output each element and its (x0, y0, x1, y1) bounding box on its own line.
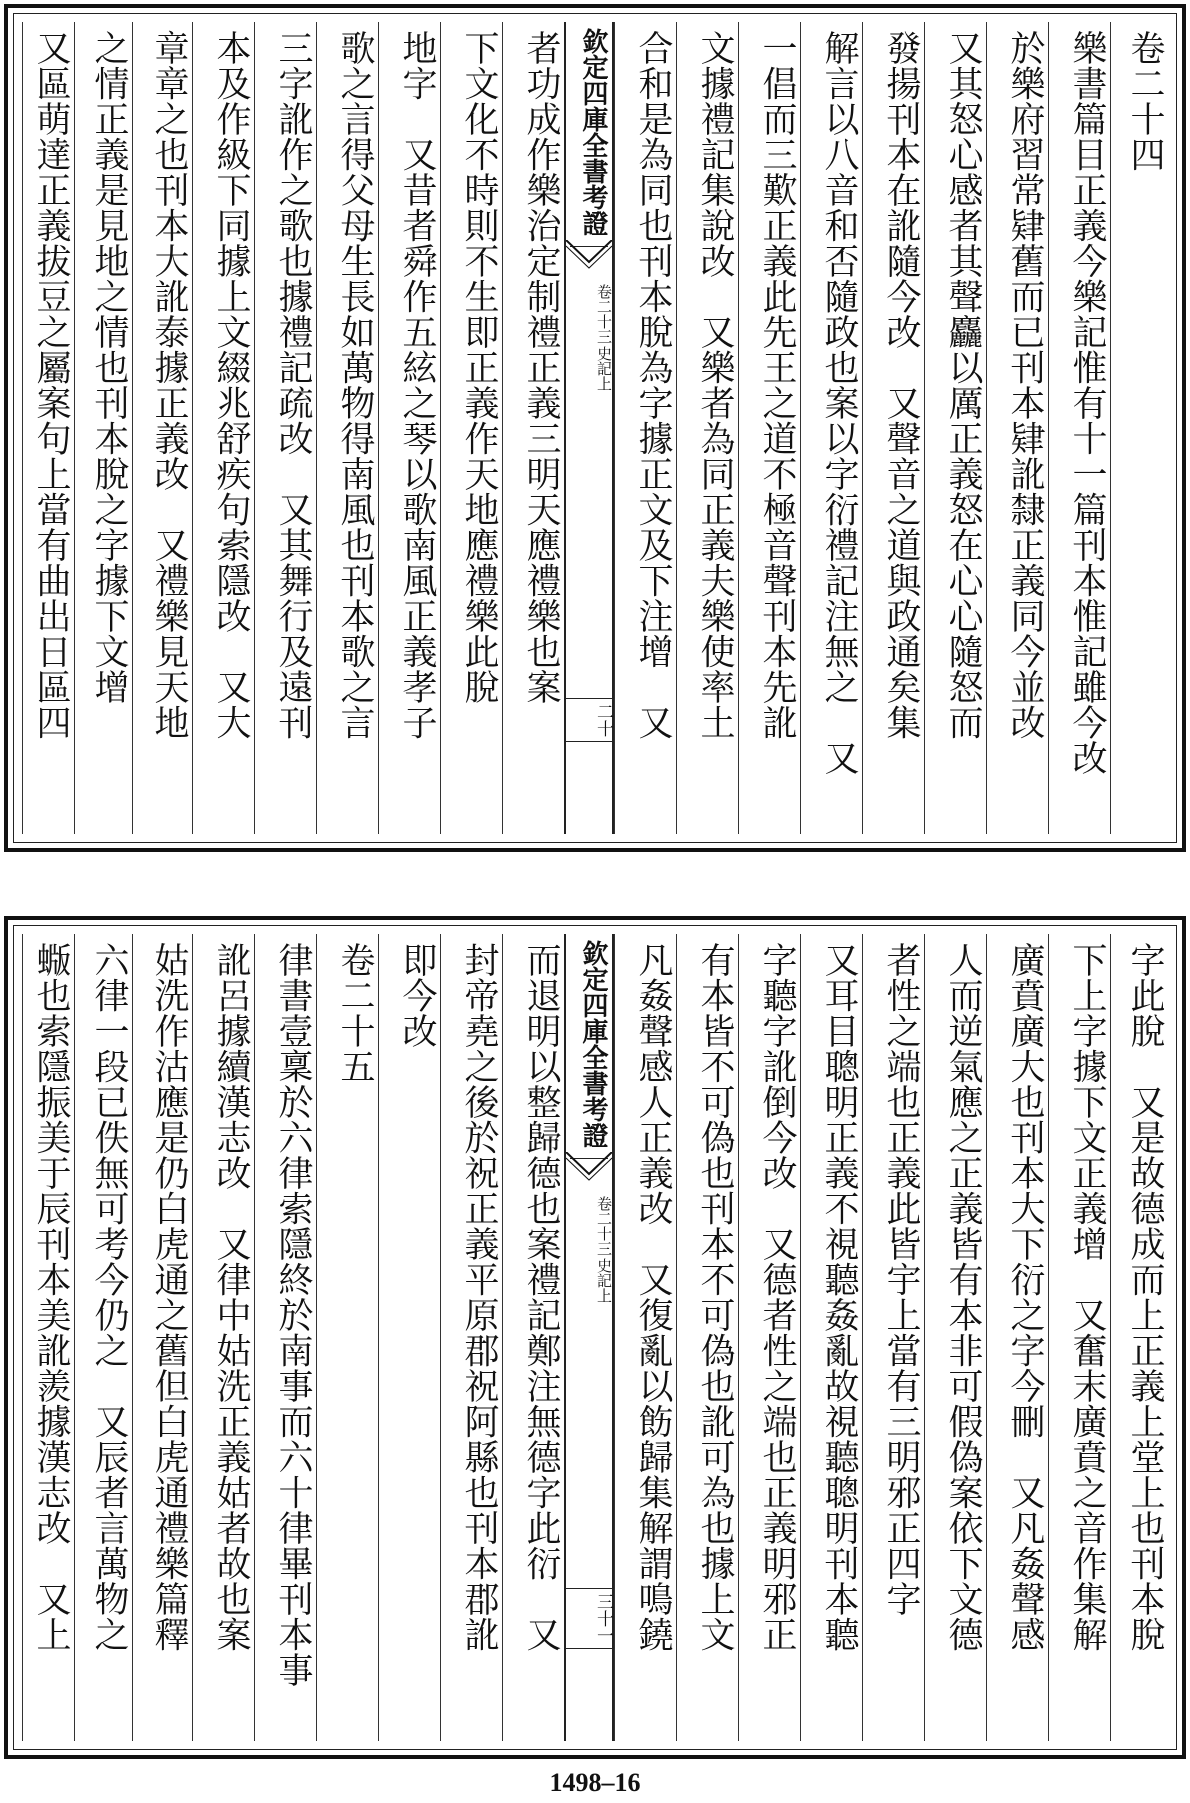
text-column: 六律一段已佚無可考今仍之 又辰者言萬物之 (74, 934, 132, 1741)
text-column: 歌之言得父母生長如萬物得南風也刊本歌之言 (316, 22, 378, 834)
text-column: 本及作級下同據上文綴兆舒疾句索隱改 又大 (192, 22, 254, 834)
text-column: 合和是為同也刊本脫為字據正文及下注增 又 (614, 22, 676, 834)
text-column: 又區萌達正義拔豆之屬案句上當有曲出日區四 (22, 22, 74, 834)
banner-sub-right: 史記上 (595, 346, 613, 391)
banner-subtitle (566, 1196, 612, 1303)
fish-tail-mark (566, 1152, 612, 1182)
text-column: 字此脫 又是故德成而上正義上堂上也刊本脫 (1110, 934, 1168, 1741)
center-banner (564, 22, 614, 834)
banner-sub-left: 卷二十三 (595, 284, 613, 344)
text-column: 有本皆不可偽也刊本不可偽也訛可為也據上文 (676, 934, 738, 1741)
text-column: 卷二十五 (316, 934, 378, 1741)
text-column: 卷二十四 (1110, 22, 1168, 834)
text-column: 於樂府習常肄舊而已刊本肄訛隸正義同今並改 (986, 22, 1048, 834)
text-column: 訛呂據續漢志改 又律中姑洗正義姑者故也案 (192, 934, 254, 1741)
text-column: 文據禮記集說改 又樂者為同正義夫樂使率土 (676, 22, 738, 834)
text-column: 即今改 (378, 934, 440, 1741)
top-page (4, 4, 1186, 852)
text-column: 者功成作樂治定制禮正義三明天應禮樂也案 (502, 22, 564, 834)
page-footer-label: 1498–16 (549, 1768, 641, 1797)
text-column: 廣賁廣大也刊本大下衍之字今刪 又凡姦聲感 (986, 934, 1048, 1741)
center-banner (564, 934, 614, 1741)
banner-sub-left: 卷二十三 (595, 1196, 613, 1256)
text-column: 蝂也索隱振美于辰刊本美訛羨據漢志改 又上 (22, 934, 74, 1741)
text-column: 又耳目聰明正義不視聽姦亂故視聽聰明刊本聽 (800, 934, 862, 1741)
text-column: 律書壹稟於六律索隱終於南事而六十律畢刊本事 (254, 934, 316, 1741)
text-column: 人而逆氣應之正義皆有本非可假偽案依下文德 (924, 934, 986, 1741)
text-column: 章章之也刊本大訛泰據正義改 又禮樂見天地 (132, 22, 192, 834)
banner-page-number: 三十一 (566, 1588, 612, 1649)
text-column: 之情正義是見地之情也刊本脫之字據下文增 (74, 22, 132, 834)
text-column: 封帝堯之後於祝正義平原郡祝阿縣也刊本郡訛 (440, 934, 502, 1741)
text-column: 而退明以整歸德也案禮記鄭注無德字此衍 又 (502, 934, 564, 1741)
text-column: 三字訛作之歌也據禮記疏改 又其舞行及遠刊 (254, 22, 316, 834)
banner-sub-right: 史記上 (595, 1258, 613, 1303)
text-column: 一倡而三歎正義此先王之道不極音聲刊本先訛 (738, 22, 800, 834)
text-column: 解言以八音和否隨政也案以字衍禮記注無之 又 (800, 22, 862, 834)
text-column: 者性之端也正義此皆宇上當有三明邪正四字 (862, 934, 924, 1741)
text-column: 凡姦聲感人正義改 又復亂以飭歸集解謂鳴鐃 (614, 934, 676, 1741)
text-column: 樂書篇目正義今樂記惟有十一篇刊本惟記雖今改 (1048, 22, 1110, 834)
text-column: 下文化不時則不生即正義作天地應禮樂此脫 (440, 22, 502, 834)
text-column: 字聽字訛倒今改 又德者性之端也正義明邪正 (738, 934, 800, 1741)
text-column: 發揚刊本在訛隨今改 又聲音之道與政通矣集 (862, 22, 924, 834)
fish-tail-mark (566, 240, 612, 270)
text-column: 地字 又昔者舜作五絃之琴以歌南風正義孝子 (378, 22, 440, 834)
banner-page-number: 二十 (566, 698, 612, 742)
text-column: 姑洗作沽應是仍白虎通之舊但白虎通禮樂篇釋 (132, 934, 192, 1741)
banner-title: 欽定四庫全書考證 (570, 28, 608, 247)
text-column: 又其怒心感者其聲麤以厲正義怒在心心隨怒而 (924, 22, 986, 834)
text-column: 下上字據下文正義增 又奮末廣賁之音作集解 (1048, 934, 1110, 1741)
banner-subtitle (566, 284, 612, 391)
banner-title: 欽定四庫全書考證 (570, 940, 608, 1159)
bottom-page (4, 916, 1186, 1759)
